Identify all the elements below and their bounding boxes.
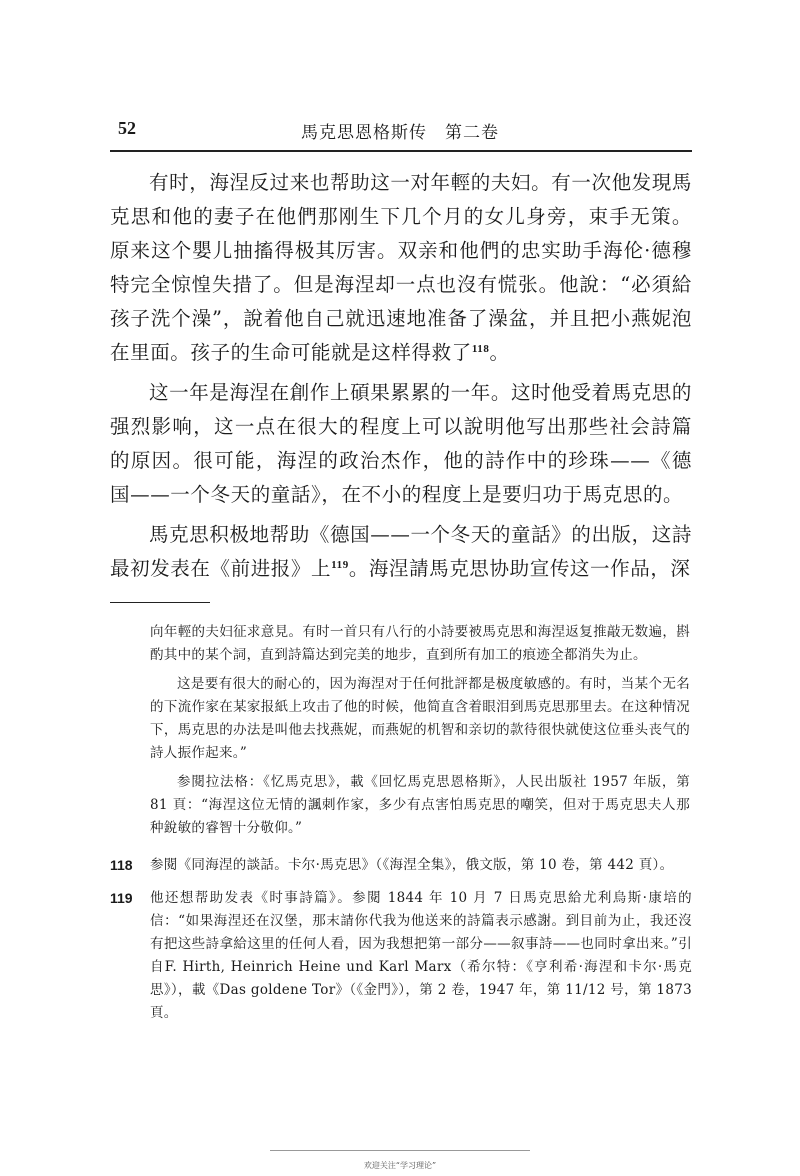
footnotes [110,854,692,1035]
footnote-paragraph: 向年輕的夫妇征求意見。有时一首只有八行的小詩要被馬克思和海涅返复推敲无数遍，斟酌其中的某个詞，直到詩篇达到完美的地步，直到所有加工的痕迹全都消失为止。 [150,624,690,663]
footnote-119 [110,887,692,1025]
footnote-text: 他还想帮助发表《时事詩篇》。参閱 1844 年 10 月 7 日馬克思給尤利烏斯·康培的信：“如果海涅还在汉堡，那末請你代我为他送来的詩篇表示感謝。到目前为止，我还沒有把这些詩拿給这里的任何人看，因为我想把第一部分——叙事詩——也同时拿出来。”引自F. Hirth, Heinrich Heine und Karl Marx（希尔特：《亨利希·海涅和卡尔·馬克思》），載《Das goldene Tor》（《金門》），第 2 卷，1947 年，第 11/12 号，第 1873 頁。 [150,890,692,1021]
body-paragraph: 馬克思积极地帮助《德国——一个冬天的童話》的出版，这詩最初发表在《前进报》上$^{119}$。海涅請馬克思协助宣传这一作品，深 [110,523,692,580]
footnote-number: 118 [110,857,133,873]
footnote-text: 参閱《同海涅的談話。卡尔·馬克思》（《海涅全集》，俄文版，第 10 卷，第 442 頁）。 [150,857,674,873]
footnote-ref-119[interactable]: 119 [331,559,349,571]
page-header [110,118,690,144]
body-paragraph: 这一年是海涅在創作上碩果累累的一年。这时他受着馬克思的强烈影响，这一点在很大的程度上可以說明他写出那些社会詩篇的原因。很可能，海涅的政治杰作，他的詩作中的珍珠——《德国——一个冬天的童話》，在不小的程度上是要归功于馬克思的。 [110,381,692,506]
page-number: 52 [118,118,136,138]
body-paragraph: 有时，海涅反过来也帮助这一对年輕的夫妇。有一次他发現馬克思和他的妻子在他們那刚生下几个月的女儿身旁，束手无策。原来这个嬰儿抽搐得极其厉害。双亲和他們的忠实助手海伦·德穆特完全惊惶失措了。但是海涅却一点也沒有慌张。他說：“必須給孩子洗个澡”，說着他自己就迅速地准备了澡盆，并且把小燕妮泡在里面。孩子的生命可能就是这样得救了$^{118}$。 [110,171,692,364]
footnote-ref-118[interactable]: 118 [471,343,490,355]
footnote-number: 119 [110,890,133,906]
continued-footnote [150,621,690,846]
running-title: 馬克思恩格斯传 第二卷 [301,123,499,143]
header-rule [110,150,692,152]
footnote-divider [110,602,210,603]
watermark: 欢迎关注“学习理论” [363,1161,437,1170]
scan-artifact-line [270,1150,530,1151]
footnote-paragraph: 这是要有很大的耐心的，因为海涅对于任何批評都是极度敏感的。有时，当某个无名的下流作家在某家报紙上攻击了他的时候，他简直含着眼泪到馬克思那里去。在这种情况下，馬克思的办法是叫他去找燕妮，而燕妮的机智和亲切的款待很快就使这位垂头丧气的詩人振作起来。” [150,676,690,761]
footnote-118 [110,854,692,877]
main-text [110,166,692,592]
footnote-paragraph: 参閱拉法格：《忆馬克思》，載《回忆馬克思恩格斯》，人民出版社 1957 年版，第 81 頁：“海涅这位无情的諷刺作家，多少有点害怕馬克思的嘲笑，但对于馬克思夫人那种銳敏的睿智十分敬仰。” [150,774,690,836]
